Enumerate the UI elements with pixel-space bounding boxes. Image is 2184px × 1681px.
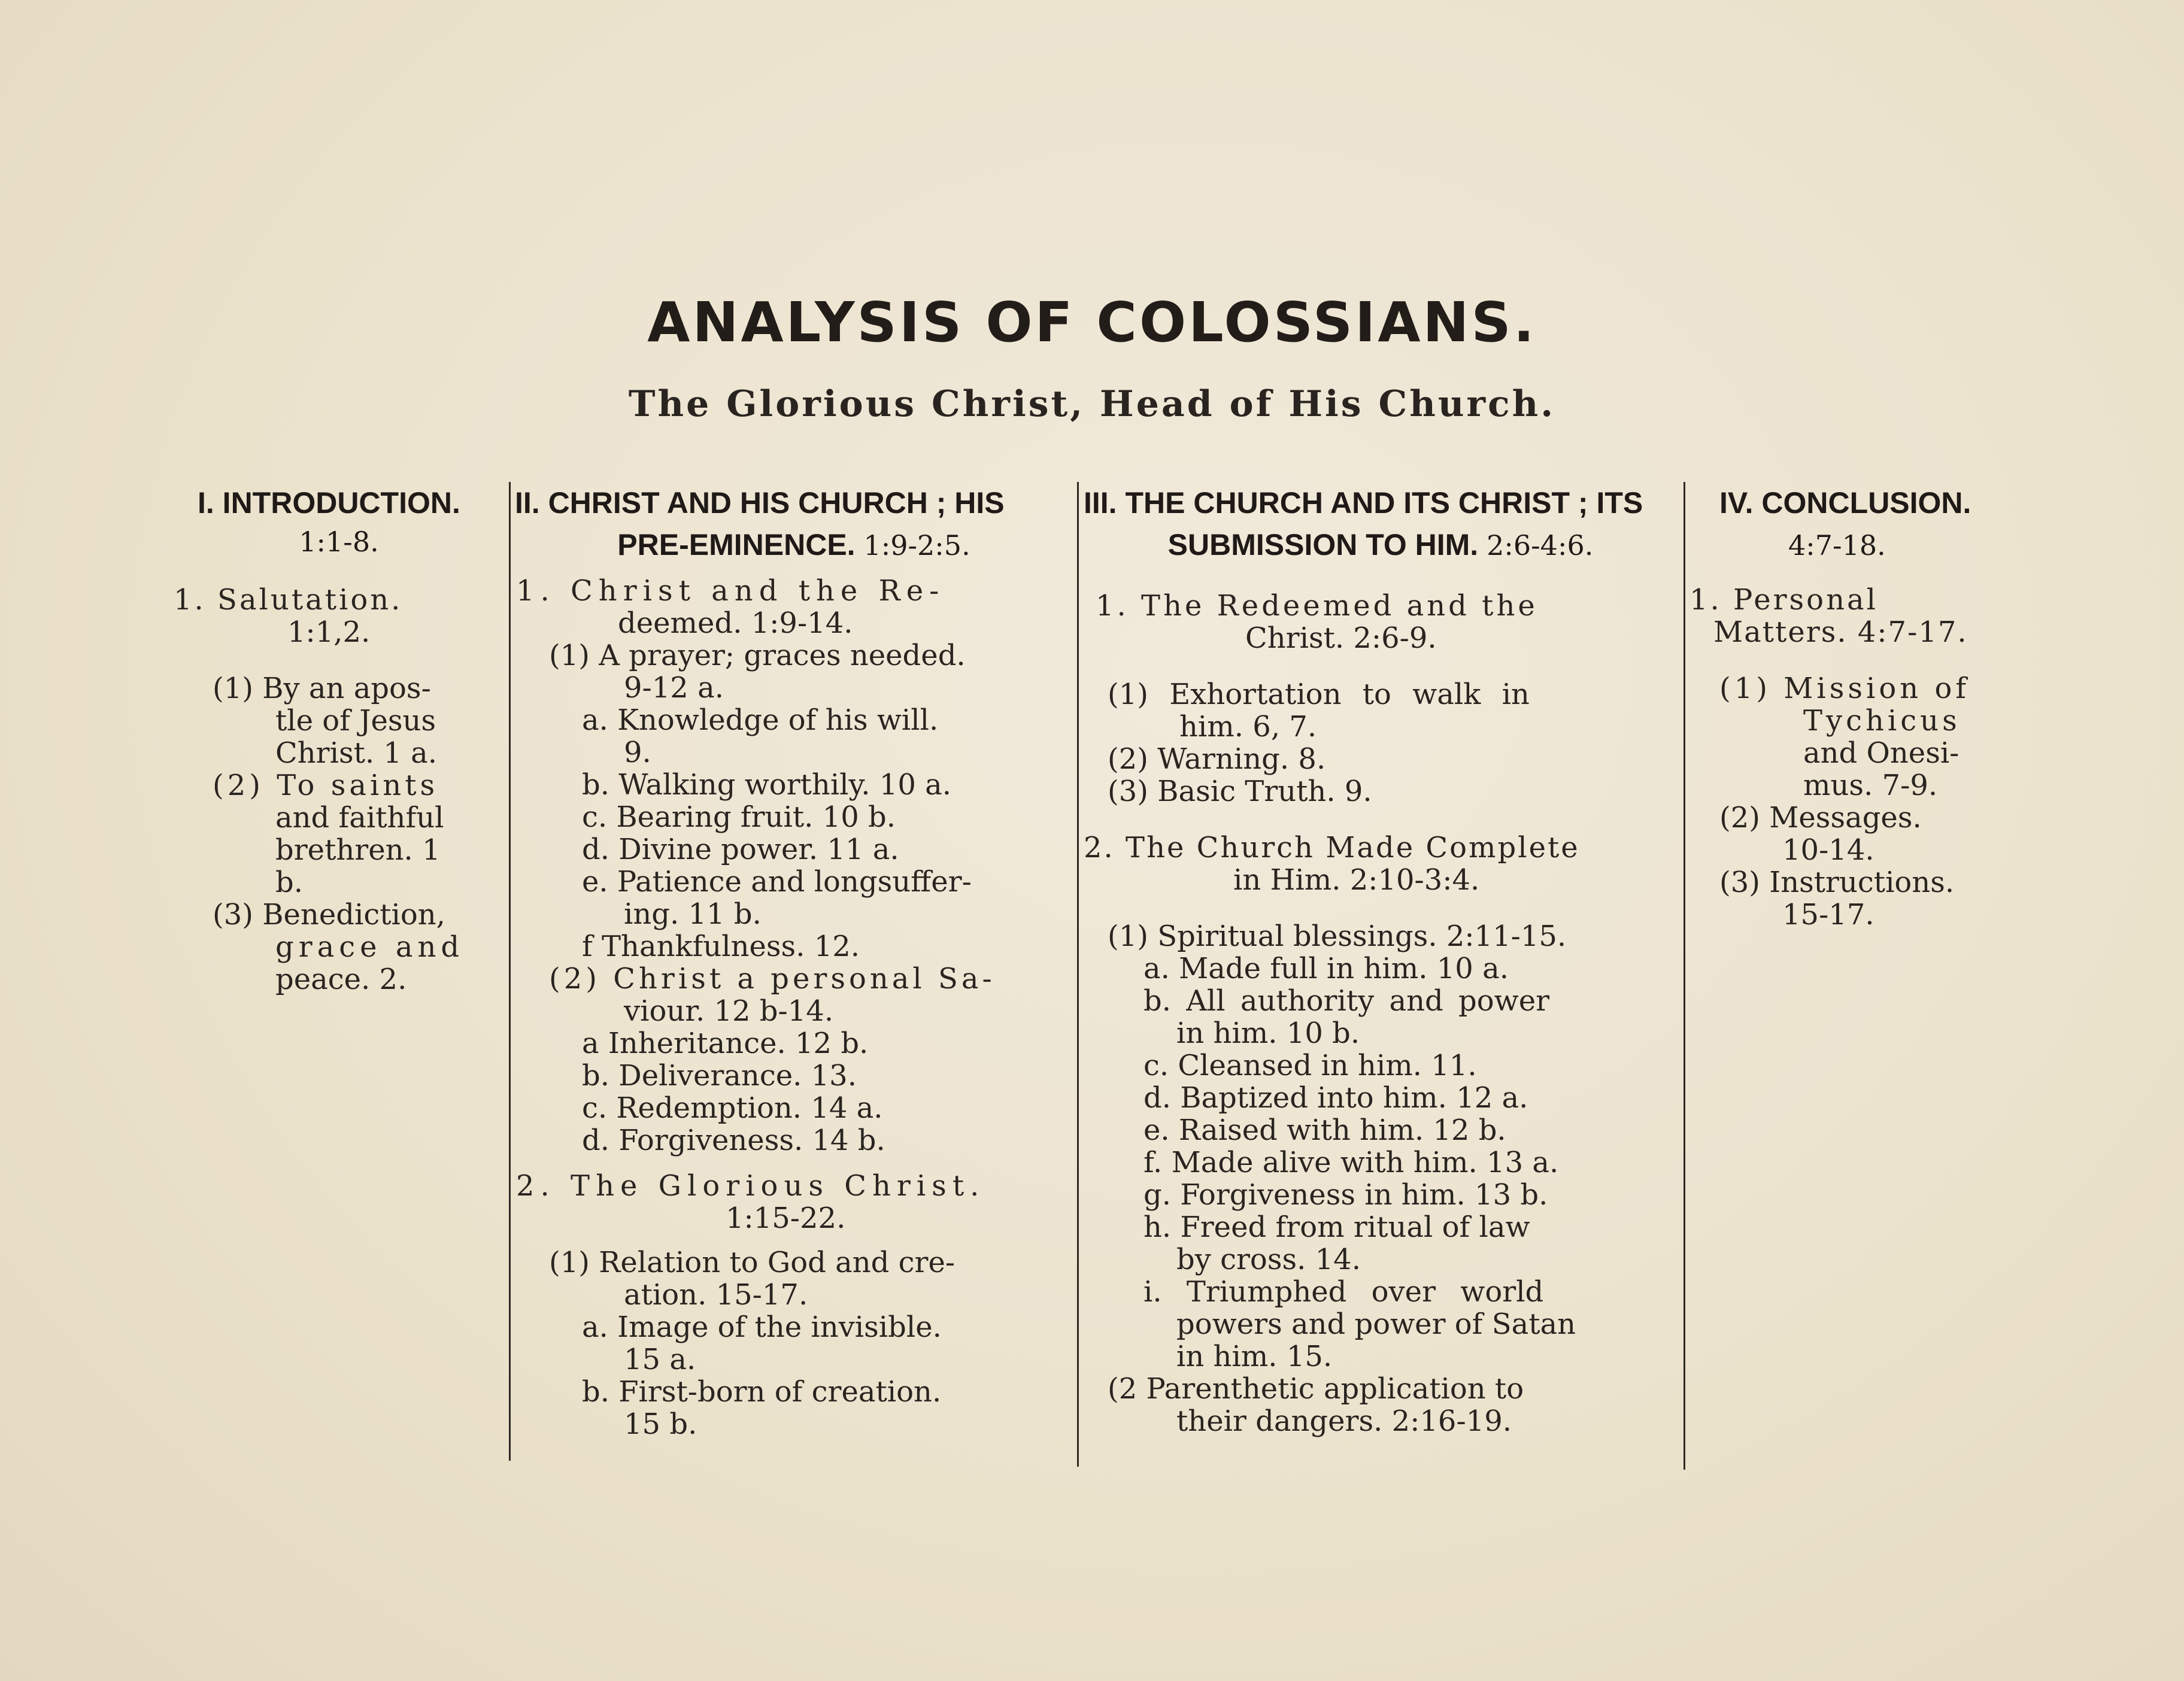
outline-line: in Him. 2:10-3:4. — [1233, 863, 1480, 897]
outline-line: a. Knowledge of his will. — [582, 703, 939, 737]
outline-line: b. First-born of creation. — [582, 1375, 942, 1409]
outline-line: 1. The Redeemed and the — [1096, 589, 1538, 623]
outline-line: d. Forgiveness. 14 b. — [582, 1124, 885, 1157]
outline-line: (2 Parenthetic application to — [1108, 1372, 1524, 1406]
outline-line: (1) Mission of — [1719, 672, 1970, 705]
column-christ-and-church — [510, 482, 1078, 1470]
outline-line: (1) By an apos- — [213, 672, 431, 705]
column-introduction — [168, 482, 510, 1470]
outline-line: 1. Christ and the Re- — [516, 574, 945, 608]
outline-line: h. Freed from ritual of law — [1143, 1210, 1530, 1244]
outline-line: peace. 2. — [275, 963, 407, 996]
outline-line: ation. 15-17. — [624, 1278, 808, 1312]
outline-line: i. Triumphed over world — [1143, 1275, 1544, 1309]
outline-line: (2) To saints — [213, 769, 439, 802]
outline-line: (3) Benediction, — [213, 898, 445, 931]
outline-line: 15-17. — [1782, 898, 1874, 931]
outline-line: 9. — [624, 736, 651, 769]
outline-line: their dangers. 2:16-19. — [1176, 1404, 1512, 1438]
outline-line: c. Cleansed in him. 11. — [1143, 1049, 1477, 1082]
outline-line: b. — [275, 866, 303, 899]
outline-line: b. Deliverance. 13. — [582, 1059, 857, 1093]
outline-line: 15 b. — [624, 1407, 697, 1441]
column-heading-ref: 1:1-8. — [299, 526, 379, 558]
outline-line: (1) Exhortation to walk in — [1108, 678, 1530, 711]
outline-line: a Inheritance. 12 b. — [582, 1027, 869, 1060]
outline-line: him. 6, 7. — [1179, 710, 1317, 744]
outline-line: brethren. 1 — [275, 833, 441, 867]
outline-line: Matters. 4:7-17. — [1713, 615, 1968, 649]
outline-line: deemed. 1:9-14. — [618, 606, 853, 640]
outline-line: a. Made full in him. 10 a. — [1143, 952, 1509, 985]
outline-line: g. Forgiveness in him. 13 b. — [1143, 1178, 1548, 1212]
outline-line: e. Raised with him. 12 b. — [1143, 1113, 1506, 1147]
outline-line: (1) Relation to God and cre- — [549, 1246, 956, 1279]
outline-line: (3) Basic Truth. 9. — [1108, 775, 1372, 808]
outline-line: tle of Jesus — [275, 704, 436, 738]
outline-line: (2) Christ a personal Sa- — [549, 962, 996, 996]
outline-line: 10-14. — [1782, 833, 1874, 867]
column-church-and-christ — [1078, 482, 1684, 1470]
outline-line: Tychicus — [1803, 704, 1961, 738]
outline-line: in him. 10 b. — [1176, 1017, 1360, 1050]
outline-line: and Onesi- — [1803, 736, 1959, 770]
column-conclusion — [1684, 482, 2048, 1470]
column-heading-line2: PRE-EMINENCE. 1:9-2:5. — [617, 528, 970, 562]
outline-line: b. All authority and power — [1143, 984, 1550, 1018]
outline-line: c. Bearing fruit. 10 b. — [582, 800, 896, 834]
outline-line: Christ. 1 a. — [275, 736, 438, 770]
outline-line: a. Image of the invisible. — [582, 1310, 942, 1344]
column-heading: I. INTRODUCTION. — [198, 486, 460, 520]
page-subtitle: The Glorious Christ, Head of His Church. — [628, 383, 1556, 425]
outline-line: 1. Personal — [1689, 583, 1878, 617]
outline-line: 1:1,2. — [287, 615, 371, 649]
outline-line: b. Walking worthily. 10 a. — [582, 768, 952, 802]
outline-line: f. Made alive with him. 13 a. — [1143, 1146, 1559, 1179]
outline-line: (1) Spiritual blessings. 2:11-15. — [1108, 920, 1567, 953]
outline-line: ing. 11 b. — [624, 897, 762, 931]
outline-line: 9-12 a. — [624, 671, 724, 705]
outline-line: grace and — [275, 930, 465, 964]
outline-line: in him. 15. — [1176, 1340, 1333, 1373]
outline-line: (3) Instructions. — [1719, 866, 1955, 899]
outline-line: 15 a. — [624, 1343, 696, 1376]
outline-line: 2. The Glorious Christ. — [516, 1169, 985, 1203]
outline-line: (1) A prayer; graces needed. — [549, 639, 966, 672]
outline-line: d. Baptized into him. 12 a. — [1143, 1081, 1528, 1115]
outline-line: c. Redemption. 14 a. — [582, 1091, 883, 1125]
outline-line: e. Patience and longsuffer- — [582, 865, 972, 899]
outline-line: and faithful — [275, 801, 444, 835]
outline-line: 1:15-22. — [726, 1201, 846, 1235]
column-heading-line2: SUBMISSION TO HIM. 2:6-4:6. — [1167, 528, 1594, 562]
outline-line: (2) Warning. 8. — [1108, 742, 1326, 776]
outline-line: d. Divine power. 11 a. — [582, 833, 899, 866]
outline-line: viour. 12 b-14. — [624, 994, 834, 1028]
page-title: ANALYSIS OF COLOSSIANS. — [647, 290, 1537, 354]
column-heading: II. CHRIST AND HIS CHURCH ; HIS — [515, 486, 1005, 520]
outline-columns — [168, 482, 2048, 1470]
outline-line: powers and power of Satan — [1176, 1307, 1576, 1341]
outline-line: by cross. 14. — [1176, 1243, 1361, 1276]
outline-line: 1. Salutation. — [174, 583, 403, 617]
outline-line: Christ. 2:6-9. — [1245, 621, 1437, 655]
column-heading: IV. CONCLUSION. — [1719, 486, 1971, 520]
outline-line: 2. The Church Made Complete — [1084, 831, 1580, 864]
column-heading-ref: 4:7-18. — [1788, 529, 1886, 562]
outline-line: f Thankfulness. 12. — [582, 930, 860, 963]
column-heading: III. THE CHURCH AND ITS CHRIST ; ITS — [1084, 486, 1643, 520]
outline-line: mus. 7-9. — [1803, 769, 1938, 802]
outline-line: (2) Messages. — [1719, 801, 1922, 835]
